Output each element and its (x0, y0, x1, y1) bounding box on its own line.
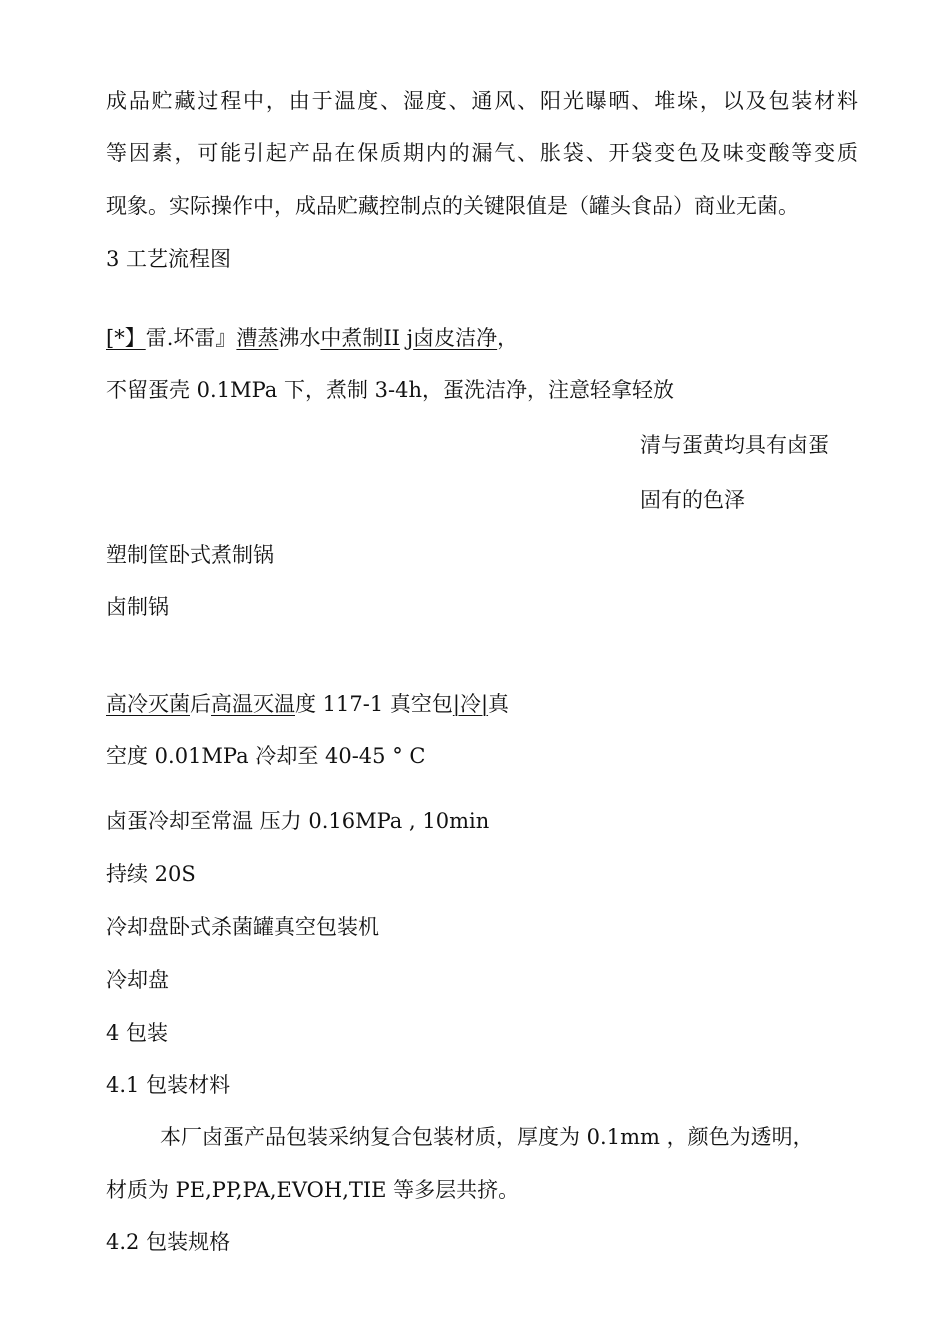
flow-segment: 卤皮洁净 (413, 326, 498, 350)
flow-line: 卤蛋冷却至常温 压力 0.16MPa , 10min (106, 809, 490, 833)
flow-line: 冷却盘 (106, 968, 169, 992)
flow-segment: |冷| (452, 692, 489, 716)
text-line: 现象。实际操作中，成品贮藏控制点的关键限值是（罐头食品）商业无菌。 (106, 194, 799, 218)
section-heading-4: 4 包装 (106, 1021, 169, 1045)
flow-segment: 雷.坏雷』 (145, 326, 237, 350)
section-heading-4-1: 4.1 包装材料 (106, 1073, 231, 1097)
flow-segment: 漕蒸 (236, 326, 279, 350)
flow-line: 塑制筐卧式煮制锅 (106, 543, 274, 567)
flow-segment: [*】 (106, 326, 146, 350)
flow-segment: ， (497, 326, 519, 350)
flow-note: 固有的色泽 (640, 488, 745, 512)
flow-segment: 高冷灭菌 (106, 692, 190, 716)
flow-line (106, 689, 509, 719)
flow-segment: 真 (488, 692, 510, 716)
flow-segment: 沸水 (278, 326, 321, 350)
flow-line: 卤制锅 (106, 595, 169, 619)
flow-line: 冷却盘卧式杀菌罐真空包装机 (106, 915, 379, 939)
flow-note: 清与蛋黄均具有卤蛋 (640, 433, 829, 457)
flow-segment: 高温灭温 (211, 692, 295, 716)
flow-line: 不留蛋壳 0.1MPa 下，煮制 3-4h，蛋洗洁净，注意轻拿轻放 (106, 378, 674, 402)
flow-segment: 度 117-1 真空包 (295, 692, 453, 716)
flow-line: 持续 20S (106, 862, 196, 886)
section-heading-4-2: 4.2 包装规格 (106, 1230, 231, 1254)
text-line: 成品贮藏过程中，由于温度、湿度、通风、阳光曝晒、堆垛，以及包装材料 (106, 89, 858, 113)
section-heading-3: 3 工艺流程图 (106, 247, 232, 271)
flow-segment: 后 (190, 692, 211, 716)
text-line: 材质为 PE,PP,PA,EVOH,TIE 等多层共挤。 (106, 1178, 520, 1202)
flow-line: 空度 0.01MPa 冷却至 40-45 ° C (106, 744, 426, 768)
flow-segment: 中煮制II (320, 326, 400, 350)
flow-segment: j (399, 326, 414, 350)
text-line: 本厂卤蛋产品包装采纳复合包装材质，厚度为 0.1mm ，颜色为透明， (160, 1125, 814, 1149)
text-line: 等因素，可能引起产品在保质期内的漏气、胀袋、开袋变色及味变酸等变质 (106, 141, 858, 165)
flow-line (106, 323, 518, 353)
